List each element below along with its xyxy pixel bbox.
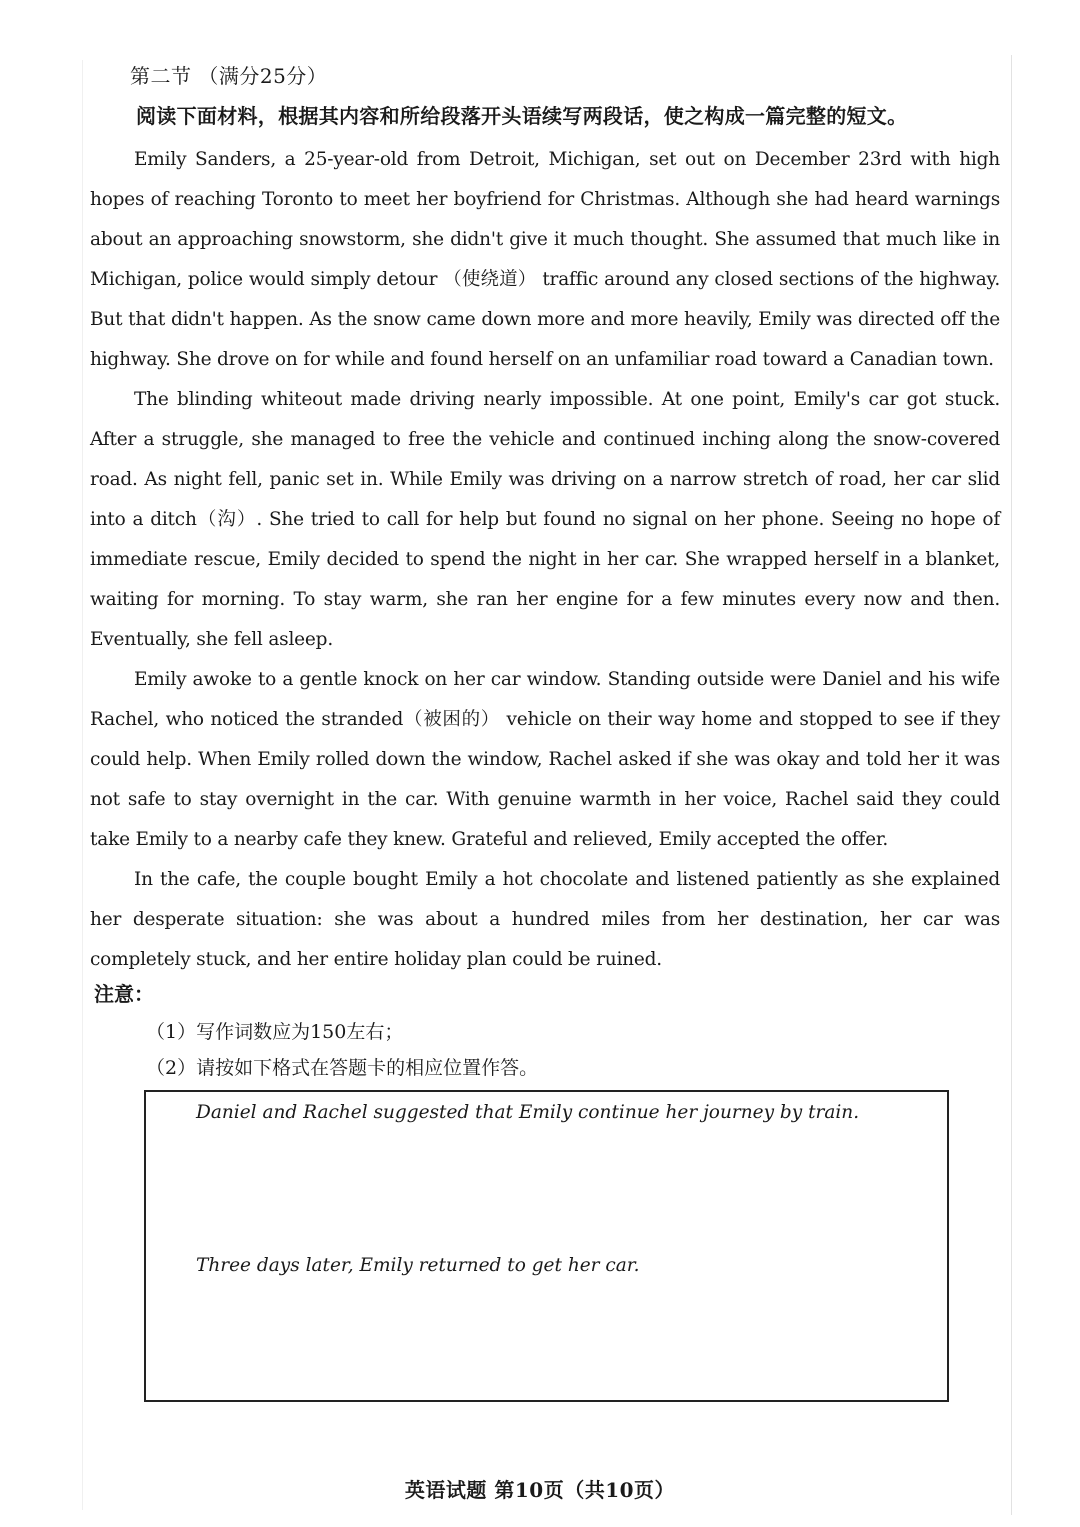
paragraph-opening-2: Three days later, Emily returned to get her car. — [196, 1255, 640, 1276]
instruction-text: 阅读下面材料，根据其内容和所给段落开头语续写两段话，使之构成一篇完整的短文。 — [136, 104, 908, 128]
note-item-1: （1）写作词数应为150左右； — [146, 1021, 404, 1043]
passage-paragraph-2: The blinding whiteout made driving nearly impossible. At one point, Emily's car got stuck. After a struggle, she managed to free the vehicle and continued inching along the snow-covered road. As night fell, panic set in. While Emily was driving on a narrow stretch of road, her car slid into a ditch（沟）. She tried to call for help but found no signal on her phone. Seeing no hope of immediate rescue, Emily decided to spend the night in her car. She wrapped herself in a blanket, waiting for morning. To stay warm, she ran her engine for a few minutes every now and then. Eventually, she fell asleep. — [90, 389, 1000, 650]
notes-list — [146, 1014, 538, 1086]
reading-passage — [90, 140, 1000, 980]
notes-label: 注意： — [94, 982, 154, 1006]
page-edge-right — [1011, 55, 1012, 1515]
passage-paragraph-3: Emily awoke to a gentle knock on her car window. Standing outside were Daniel and his wife Rachel, who noticed the stranded（被困的） vehicle on their way home and stopped to see if they could help. When Emily rolled down the window, Rachel asked if she was okay and told her it was not safe to stay overnight in the car. With genuine warmth in her voice, Rachel said they could take Emily to a nearby cafe they knew. Grateful and relieved, Emily accepted the offer. — [90, 669, 1000, 850]
answer-box — [144, 1090, 949, 1402]
section-title: 第二节 （满分25分） — [130, 64, 328, 88]
passage-paragraph-1: Emily Sanders, a 25-year-old from Detroit, Michigan, set out on December 23rd with high hopes of reaching Toronto to meet her boyfriend for Christmas. Although she had heard warnings about an approaching snowstorm, she didn't give it much thought. She assumed that much like in Michigan, police would simply detour （使绕道） traffic around any closed sections of the highway. But that didn't happen. As the snow came down more and more heavily, Emily was directed off the highway. She drove on for while and found herself on an unfamiliar road toward a Canadian town. — [90, 149, 1000, 370]
page-edge-left — [82, 60, 83, 1510]
passage-paragraph-4: In the cafe, the couple bought Emily a hot chocolate and listened patiently as she explained her desperate situation: she was about a hundred miles from her destination, her car was completely stuck, and her entire holiday plan could be ruined. — [90, 869, 1000, 970]
page-footer: 英语试题 第10页（共10页） — [404, 1478, 676, 1502]
paragraph-opening-1: Daniel and Rachel suggested that Emily continue her journey by train. — [196, 1102, 860, 1123]
note-item-2: （2）请按如下格式在答题卡的相应位置作答。 — [146, 1057, 539, 1079]
